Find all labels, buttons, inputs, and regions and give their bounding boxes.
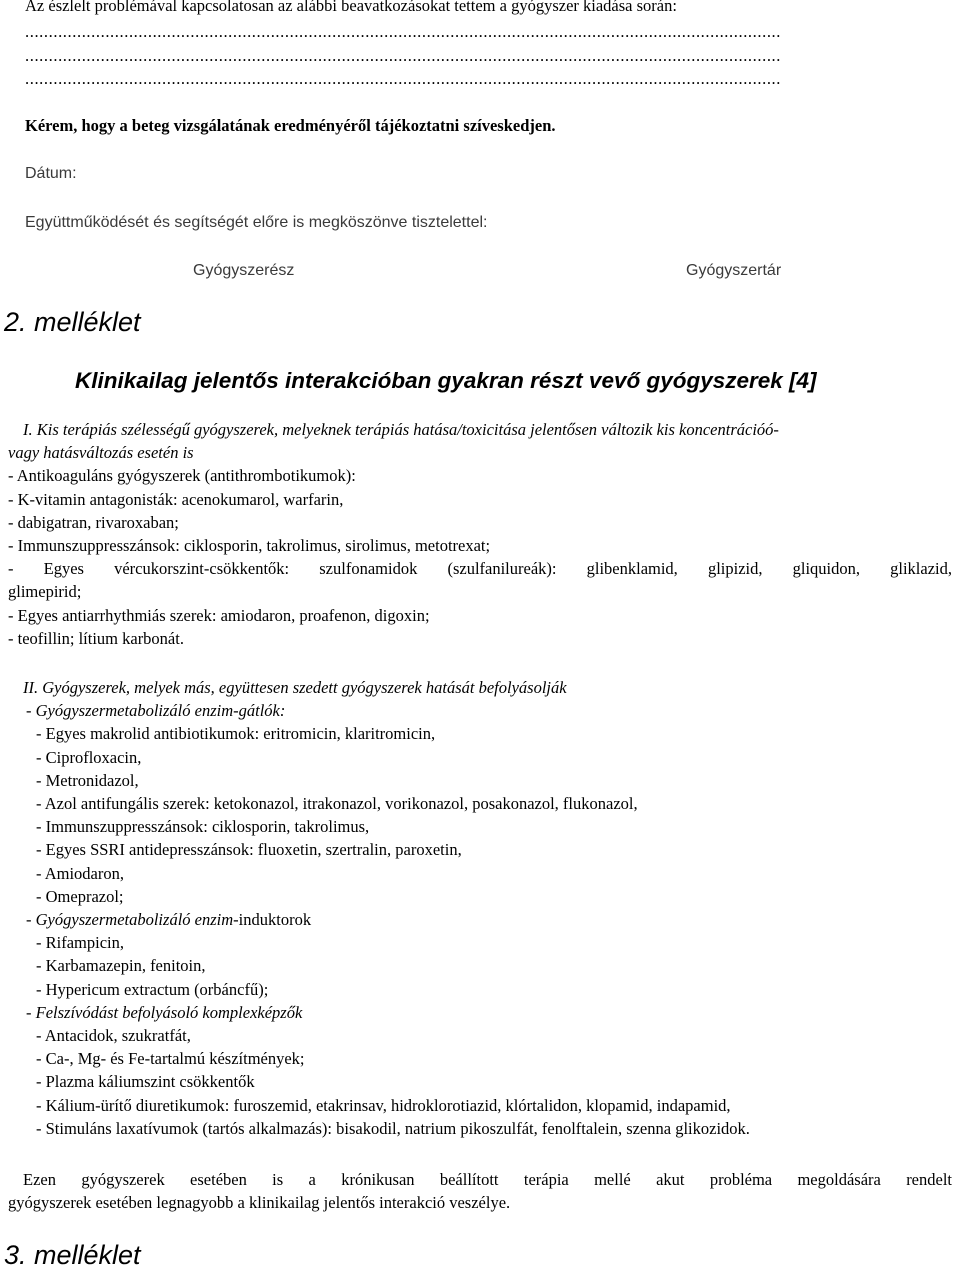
dotted-line: ................................................................................................................................................................ bbox=[25, 69, 781, 88]
closing-paragraph bbox=[8, 1168, 952, 1214]
list-item: - Hypericum extractum (orbáncfű); bbox=[36, 979, 269, 999]
section-2 bbox=[8, 676, 952, 1140]
section-1-intro: vagy hatásváltozás esetén is bbox=[8, 443, 194, 463]
group-dash: - bbox=[26, 910, 36, 930]
group-title-rest: -induktorok bbox=[233, 910, 312, 930]
group-title-complexing: - Felszívódást befolyásoló komplexképzők bbox=[26, 1002, 303, 1022]
list-item: - Rifampicin, bbox=[36, 933, 124, 953]
list-item: - Amiodaron, bbox=[36, 863, 124, 883]
list-item: - Egyes makrolid antibiotikumok: eritromicin, klaritromicin, bbox=[36, 724, 436, 744]
list-item: - Azol antifungális szerek: ketokonazol, itrakonazol, vorikonazol, posakonazol, flukonazol, bbox=[36, 794, 638, 814]
list-item: - Ca-, Mg- és Fe-tartalmú készítmények; bbox=[36, 1049, 305, 1069]
closing-line: Ezen gyógyszerek esetében is a krónikusan beállított terápia mellé akut probléma megoldására rendelt bbox=[23, 1170, 952, 1189]
list-item: - Antikoaguláns gyógyszerek (antithrombotikumok): bbox=[8, 466, 356, 486]
list-item: - Immunszuppresszánsok: ciklosporin, takrolimus, bbox=[36, 817, 370, 837]
section-1 bbox=[8, 418, 952, 650]
list-item: - K-vitamin antagonisták: acenokumarol, warfarin, bbox=[8, 489, 344, 509]
list-item: - Stimuláns laxatívumok (tartós alkalmazás): bisakodil, natrium pikoszulfát, fenolftalein, szenna glikozidok. bbox=[36, 1118, 750, 1138]
request-text: Kérem, hogy a beteg vizsgálatának eredményéről tájékoztatni szíveskedjen. bbox=[25, 116, 556, 135]
list-item: - dabigatran, rivaroxaban; bbox=[8, 512, 179, 532]
closing-line: gyógyszerek esetében legnagyobb a klinikailag jelentős interakció veszélye. bbox=[8, 1193, 511, 1213]
list-item: - Egyes SSRI antidepresszánsok: fluoxetin, szertralin, paroxetin, bbox=[36, 840, 462, 860]
list-item: - teofillin; lítium karbonát. bbox=[8, 628, 184, 648]
list-item: - Omeprazol; bbox=[36, 886, 124, 906]
annex-2-title: Klinikailag jelentős interakcióban gyakran részt vevő gyógyszerek [4] bbox=[75, 368, 817, 393]
group-title-inhibitors: - Gyógyszermetabolizáló enzim-gátlók: bbox=[26, 701, 286, 721]
group-title-italic: Gyógyszermetabolizáló enzim bbox=[35, 910, 234, 930]
list-item: - Plazma káliumszint csökkentők bbox=[36, 1072, 255, 1092]
list-item: - Kálium-ürítő diuretikumok: furoszemid, etakrinsav, hidroklorotiazid, klórtalidon, klopamid, indapamid, bbox=[36, 1095, 731, 1115]
list-item: - Karbamazepin, fenitoin, bbox=[36, 956, 206, 976]
list-item: - Egyes vércukorszint-csökkentők: szulfonamidok (szulfanilureák): glibenklamid, glipizid, gliquidon, gliklazid, bbox=[8, 559, 952, 579]
group-title-inducers bbox=[8, 908, 952, 931]
intervention-line: Az észlelt problémával kapcsolatosan az alábbi beavatkozásokat tettem a gyógyszer kiadása során: bbox=[25, 0, 677, 15]
annex-2-heading: 2. melléklet bbox=[4, 307, 141, 337]
section-2-intro: II. Gyógyszerek, melyek más, együttesen szedett gyógyszerek hatását befolyásolják bbox=[23, 678, 567, 697]
list-item: glimepirid; bbox=[8, 582, 82, 602]
section-1-intro: I. Kis terápiás szélességű gyógyszerek, melyeknek terápiás hatása/toxicitása jelentősen változik kis koncentrációó- bbox=[23, 420, 779, 439]
list-item: - Egyes antiarrhythmiás szerek: amiodaron, proafenon, digoxin; bbox=[8, 605, 430, 625]
list-item: - Ciprofloxacin, bbox=[36, 747, 142, 767]
signature-pharmacist: Gyógyszerész bbox=[193, 262, 295, 279]
dotted-line: ................................................................................................................................................................ bbox=[25, 22, 781, 41]
annex-3-heading: 3. melléklet bbox=[4, 1240, 141, 1270]
dotted-line: ................................................................................................................................................................ bbox=[25, 46, 781, 65]
thanks-text: Együttműködését és segítségét előre is megköszönve tisztelettel: bbox=[25, 214, 488, 231]
list-item: - Antacidok, szukratfát, bbox=[36, 1026, 191, 1046]
list-item: - Immunszuppresszánsok: ciklosporin, takrolimus, sirolimus, metotrexat; bbox=[8, 536, 491, 556]
list-item: - Metronidazol, bbox=[36, 770, 139, 790]
signature-pharmacy: Gyógyszertár bbox=[686, 262, 782, 279]
date-label: Dátum: bbox=[25, 165, 77, 182]
